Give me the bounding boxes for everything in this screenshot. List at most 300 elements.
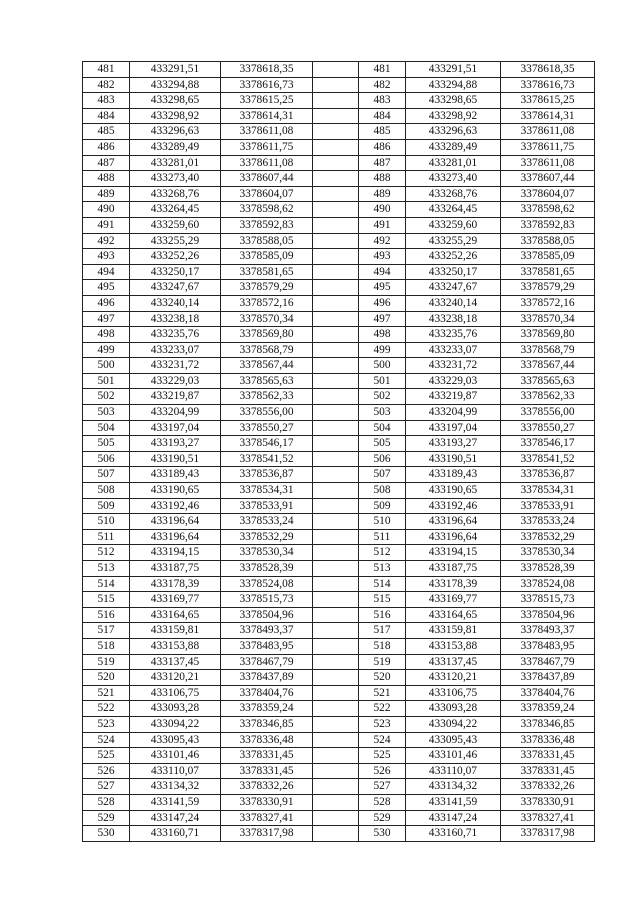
y-coordinate-cell: 3378598,62 bbox=[221, 202, 313, 218]
x-coordinate-cell: 433187,75 bbox=[406, 561, 501, 577]
point-number-cell: 515 bbox=[83, 592, 130, 608]
blank-cell bbox=[313, 358, 359, 374]
table-row bbox=[83, 280, 359, 296]
x-coordinate-cell: 433240,14 bbox=[130, 295, 221, 311]
blank-cell bbox=[313, 467, 359, 483]
table-row bbox=[359, 607, 595, 623]
x-coordinate-cell: 433252,26 bbox=[130, 249, 221, 265]
y-coordinate-cell: 3378579,29 bbox=[501, 280, 595, 296]
blank-cell bbox=[313, 62, 359, 78]
x-coordinate-cell: 433101,46 bbox=[130, 748, 221, 764]
x-coordinate-cell: 433120,21 bbox=[406, 670, 501, 686]
x-coordinate-cell: 433229,03 bbox=[406, 373, 501, 389]
blank-cell bbox=[313, 592, 359, 608]
table-row bbox=[359, 373, 595, 389]
table-row bbox=[359, 732, 595, 748]
y-coordinate-cell: 3378572,16 bbox=[501, 295, 595, 311]
point-number-cell: 527 bbox=[359, 779, 406, 795]
blank-cell bbox=[313, 483, 359, 499]
table-row bbox=[359, 451, 595, 467]
point-number-cell: 510 bbox=[359, 514, 406, 530]
blank-cell bbox=[313, 249, 359, 265]
point-number-cell: 517 bbox=[359, 623, 406, 639]
blank-cell bbox=[313, 327, 359, 343]
table-row bbox=[359, 498, 595, 514]
y-coordinate-cell: 3378483,95 bbox=[501, 638, 595, 654]
blank-cell bbox=[313, 124, 359, 140]
point-number-cell: 514 bbox=[83, 576, 130, 592]
blank-cell bbox=[313, 545, 359, 561]
point-number-cell: 488 bbox=[83, 171, 130, 187]
point-number-cell: 500 bbox=[359, 358, 406, 374]
x-coordinate-cell: 433141,59 bbox=[406, 794, 501, 810]
x-coordinate-cell: 433106,75 bbox=[130, 685, 221, 701]
blank-cell bbox=[313, 670, 359, 686]
y-coordinate-cell: 3378437,89 bbox=[221, 670, 313, 686]
x-coordinate-cell: 433238,18 bbox=[406, 311, 501, 327]
point-number-cell: 511 bbox=[359, 529, 406, 545]
x-coordinate-cell: 433178,39 bbox=[130, 576, 221, 592]
table-row bbox=[359, 623, 595, 639]
x-coordinate-cell: 433134,32 bbox=[406, 779, 501, 795]
x-coordinate-cell: 433178,39 bbox=[406, 576, 501, 592]
point-number-cell: 487 bbox=[359, 155, 406, 171]
table-row bbox=[359, 810, 595, 826]
x-coordinate-cell: 433153,88 bbox=[406, 638, 501, 654]
y-coordinate-cell: 3378467,79 bbox=[501, 654, 595, 670]
y-coordinate-cell: 3378615,25 bbox=[221, 93, 313, 109]
y-coordinate-cell: 3378570,34 bbox=[221, 311, 313, 327]
point-number-cell: 486 bbox=[83, 139, 130, 155]
point-number-cell: 506 bbox=[359, 451, 406, 467]
y-coordinate-cell: 3378533,24 bbox=[221, 514, 313, 530]
x-coordinate-cell: 433190,65 bbox=[130, 483, 221, 499]
y-coordinate-cell: 3378550,27 bbox=[501, 420, 595, 436]
point-number-cell: 513 bbox=[359, 561, 406, 577]
y-coordinate-cell: 3378515,73 bbox=[501, 592, 595, 608]
x-coordinate-cell: 433298,92 bbox=[130, 108, 221, 124]
y-coordinate-cell: 3378611,08 bbox=[501, 124, 595, 140]
blank-cell bbox=[313, 810, 359, 826]
table-row bbox=[359, 763, 595, 779]
x-coordinate-cell: 433231,72 bbox=[406, 358, 501, 374]
y-coordinate-cell: 3378533,91 bbox=[221, 498, 313, 514]
table-row bbox=[359, 77, 595, 93]
x-coordinate-cell: 433247,67 bbox=[130, 280, 221, 296]
table-row bbox=[359, 436, 595, 452]
x-coordinate-cell: 433193,27 bbox=[406, 436, 501, 452]
point-number-cell: 520 bbox=[359, 670, 406, 686]
x-coordinate-cell: 433094,22 bbox=[130, 716, 221, 732]
table-row bbox=[83, 810, 359, 826]
y-coordinate-cell: 3378581,65 bbox=[221, 264, 313, 280]
table-row bbox=[83, 108, 359, 124]
x-coordinate-cell: 433147,24 bbox=[406, 810, 501, 826]
point-number-cell: 485 bbox=[83, 124, 130, 140]
point-number-cell: 524 bbox=[359, 732, 406, 748]
point-number-cell: 507 bbox=[359, 467, 406, 483]
table-row bbox=[83, 233, 359, 249]
point-number-cell: 507 bbox=[83, 467, 130, 483]
x-coordinate-cell: 433268,76 bbox=[130, 186, 221, 202]
blank-cell bbox=[313, 264, 359, 280]
x-coordinate-cell: 433095,43 bbox=[130, 732, 221, 748]
y-coordinate-cell: 3378588,05 bbox=[501, 233, 595, 249]
table-row bbox=[359, 249, 595, 265]
table-row bbox=[359, 592, 595, 608]
point-number-cell: 504 bbox=[83, 420, 130, 436]
x-coordinate-cell: 433229,03 bbox=[130, 373, 221, 389]
blank-cell bbox=[313, 155, 359, 171]
point-number-cell: 490 bbox=[359, 202, 406, 218]
blank-cell bbox=[313, 561, 359, 577]
blank-cell bbox=[313, 732, 359, 748]
point-number-cell: 489 bbox=[83, 186, 130, 202]
blank-cell bbox=[313, 685, 359, 701]
blank-cell bbox=[313, 202, 359, 218]
blank-cell bbox=[313, 186, 359, 202]
blank-cell bbox=[313, 373, 359, 389]
y-coordinate-cell: 3378317,98 bbox=[221, 826, 313, 842]
blank-cell bbox=[313, 233, 359, 249]
x-coordinate-cell: 433273,40 bbox=[130, 171, 221, 187]
blank-cell bbox=[313, 108, 359, 124]
x-coordinate-cell: 433196,64 bbox=[406, 529, 501, 545]
y-coordinate-cell: 3378528,39 bbox=[501, 561, 595, 577]
point-number-cell: 499 bbox=[359, 342, 406, 358]
y-coordinate-cell: 3378532,29 bbox=[501, 529, 595, 545]
y-coordinate-cell: 3378567,44 bbox=[501, 358, 595, 374]
y-coordinate-cell: 3378536,87 bbox=[221, 467, 313, 483]
blank-cell bbox=[313, 436, 359, 452]
table-row bbox=[359, 529, 595, 545]
x-coordinate-cell: 433250,17 bbox=[130, 264, 221, 280]
blank-cell bbox=[313, 498, 359, 514]
table-row bbox=[83, 685, 359, 701]
y-coordinate-cell: 3378579,29 bbox=[221, 280, 313, 296]
y-coordinate-cell: 3378550,27 bbox=[221, 420, 313, 436]
x-coordinate-cell: 433190,51 bbox=[406, 451, 501, 467]
blank-cell bbox=[313, 716, 359, 732]
blank-cell bbox=[313, 701, 359, 717]
x-coordinate-cell: 433196,64 bbox=[130, 514, 221, 530]
table-row bbox=[359, 420, 595, 436]
y-coordinate-cell: 3378404,76 bbox=[501, 685, 595, 701]
y-coordinate-cell: 3378346,85 bbox=[221, 716, 313, 732]
x-coordinate-cell: 433094,22 bbox=[406, 716, 501, 732]
table-row bbox=[359, 514, 595, 530]
x-coordinate-cell: 433219,87 bbox=[130, 389, 221, 405]
y-coordinate-cell: 3378515,73 bbox=[221, 592, 313, 608]
point-number-cell: 487 bbox=[83, 155, 130, 171]
table-row bbox=[359, 638, 595, 654]
y-coordinate-cell: 3378524,08 bbox=[501, 576, 595, 592]
point-number-cell: 519 bbox=[359, 654, 406, 670]
table-row bbox=[83, 638, 359, 654]
y-coordinate-cell: 3378536,87 bbox=[501, 467, 595, 483]
table-row bbox=[83, 186, 359, 202]
table-row bbox=[359, 139, 595, 155]
table-row bbox=[83, 436, 359, 452]
blank-cell bbox=[313, 93, 359, 109]
x-coordinate-cell: 433192,46 bbox=[406, 498, 501, 514]
point-number-cell: 497 bbox=[83, 311, 130, 327]
y-coordinate-cell: 3378467,79 bbox=[221, 654, 313, 670]
y-coordinate-cell: 3378332,26 bbox=[221, 779, 313, 795]
x-coordinate-cell: 433219,87 bbox=[406, 389, 501, 405]
y-coordinate-cell: 3378572,16 bbox=[221, 295, 313, 311]
x-coordinate-cell: 433289,49 bbox=[406, 139, 501, 155]
point-number-cell: 529 bbox=[83, 810, 130, 826]
y-coordinate-cell: 3378616,73 bbox=[221, 77, 313, 93]
point-number-cell: 489 bbox=[359, 186, 406, 202]
coordinates-table-right bbox=[358, 61, 595, 842]
point-number-cell: 504 bbox=[359, 420, 406, 436]
y-coordinate-cell: 3378331,45 bbox=[501, 748, 595, 764]
y-coordinate-cell: 3378614,31 bbox=[501, 108, 595, 124]
blank-cell bbox=[313, 389, 359, 405]
blank-cell bbox=[313, 623, 359, 639]
table-row bbox=[359, 186, 595, 202]
x-coordinate-cell: 433298,65 bbox=[130, 93, 221, 109]
point-number-cell: 496 bbox=[83, 295, 130, 311]
y-coordinate-cell: 3378404,76 bbox=[221, 685, 313, 701]
point-number-cell: 491 bbox=[359, 217, 406, 233]
y-coordinate-cell: 3378611,75 bbox=[501, 139, 595, 155]
point-number-cell: 502 bbox=[359, 389, 406, 405]
table-row bbox=[359, 202, 595, 218]
table-row bbox=[83, 561, 359, 577]
x-coordinate-cell: 433281,01 bbox=[406, 155, 501, 171]
y-coordinate-cell: 3378359,24 bbox=[501, 701, 595, 717]
y-coordinate-cell: 3378331,45 bbox=[501, 763, 595, 779]
point-number-cell: 525 bbox=[359, 748, 406, 764]
point-number-cell: 495 bbox=[359, 280, 406, 296]
table-row bbox=[359, 358, 595, 374]
table-row bbox=[83, 763, 359, 779]
x-coordinate-cell: 433190,65 bbox=[406, 483, 501, 499]
table-row bbox=[83, 405, 359, 421]
y-coordinate-cell: 3378568,79 bbox=[221, 342, 313, 358]
x-coordinate-cell: 433196,64 bbox=[130, 529, 221, 545]
table-row bbox=[359, 467, 595, 483]
table-row bbox=[83, 202, 359, 218]
point-number-cell: 528 bbox=[83, 794, 130, 810]
point-number-cell: 510 bbox=[83, 514, 130, 530]
table-row bbox=[359, 389, 595, 405]
y-coordinate-cell: 3378618,35 bbox=[501, 62, 595, 78]
point-number-cell: 521 bbox=[83, 685, 130, 701]
y-coordinate-cell: 3378616,73 bbox=[501, 77, 595, 93]
table-row bbox=[83, 77, 359, 93]
y-coordinate-cell: 3378585,09 bbox=[221, 249, 313, 265]
y-coordinate-cell: 3378336,48 bbox=[221, 732, 313, 748]
y-coordinate-cell: 3378611,08 bbox=[221, 124, 313, 140]
table-row bbox=[359, 701, 595, 717]
table-row bbox=[359, 716, 595, 732]
y-coordinate-cell: 3378569,80 bbox=[221, 327, 313, 343]
y-coordinate-cell: 3378336,48 bbox=[501, 732, 595, 748]
y-coordinate-cell: 3378568,79 bbox=[501, 342, 595, 358]
y-coordinate-cell: 3378532,29 bbox=[221, 529, 313, 545]
blank-cell bbox=[313, 280, 359, 296]
x-coordinate-cell: 433197,04 bbox=[130, 420, 221, 436]
x-coordinate-cell: 433137,45 bbox=[406, 654, 501, 670]
point-number-cell: 503 bbox=[83, 405, 130, 421]
x-coordinate-cell: 433296,63 bbox=[130, 124, 221, 140]
table-row bbox=[83, 498, 359, 514]
table-row bbox=[83, 654, 359, 670]
y-coordinate-cell: 3378592,83 bbox=[221, 217, 313, 233]
y-coordinate-cell: 3378493,37 bbox=[501, 623, 595, 639]
blank-cell bbox=[313, 77, 359, 93]
table-row bbox=[359, 748, 595, 764]
y-coordinate-cell: 3378330,91 bbox=[221, 794, 313, 810]
table-row bbox=[83, 716, 359, 732]
table-row bbox=[359, 545, 595, 561]
point-number-cell: 501 bbox=[359, 373, 406, 389]
x-coordinate-cell: 433164,65 bbox=[130, 607, 221, 623]
y-coordinate-cell: 3378556,00 bbox=[221, 405, 313, 421]
table-row bbox=[83, 327, 359, 343]
table-row bbox=[359, 576, 595, 592]
point-number-cell: 530 bbox=[359, 826, 406, 842]
blank-cell bbox=[313, 405, 359, 421]
point-number-cell: 505 bbox=[359, 436, 406, 452]
table-row bbox=[359, 670, 595, 686]
point-number-cell: 482 bbox=[83, 77, 130, 93]
y-coordinate-cell: 3378534,31 bbox=[501, 483, 595, 499]
point-number-cell: 527 bbox=[83, 779, 130, 795]
point-number-cell: 486 bbox=[359, 139, 406, 155]
table-row bbox=[83, 217, 359, 233]
table-row bbox=[359, 108, 595, 124]
y-coordinate-cell: 3378541,52 bbox=[221, 451, 313, 467]
point-number-cell: 523 bbox=[359, 716, 406, 732]
x-coordinate-cell: 433110,07 bbox=[406, 763, 501, 779]
x-coordinate-cell: 433289,49 bbox=[130, 139, 221, 155]
y-coordinate-cell: 3378346,85 bbox=[501, 716, 595, 732]
y-coordinate-cell: 3378528,39 bbox=[221, 561, 313, 577]
table-row bbox=[83, 342, 359, 358]
table-row bbox=[359, 93, 595, 109]
point-number-cell: 530 bbox=[83, 826, 130, 842]
x-coordinate-cell: 433187,75 bbox=[130, 561, 221, 577]
y-coordinate-cell: 3378524,08 bbox=[221, 576, 313, 592]
table-row bbox=[83, 545, 359, 561]
blank-cell bbox=[313, 139, 359, 155]
table-row bbox=[359, 327, 595, 343]
table-row bbox=[359, 295, 595, 311]
x-coordinate-cell: 433159,81 bbox=[406, 623, 501, 639]
y-coordinate-cell: 3378483,95 bbox=[221, 638, 313, 654]
point-number-cell: 488 bbox=[359, 171, 406, 187]
point-number-cell: 503 bbox=[359, 405, 406, 421]
coordinates-table-left bbox=[82, 61, 359, 842]
y-coordinate-cell: 3378331,45 bbox=[221, 763, 313, 779]
x-coordinate-cell: 433106,75 bbox=[406, 685, 501, 701]
table-row bbox=[359, 233, 595, 249]
table-row bbox=[83, 93, 359, 109]
y-coordinate-cell: 3378618,35 bbox=[221, 62, 313, 78]
table-row bbox=[359, 155, 595, 171]
point-number-cell: 501 bbox=[83, 373, 130, 389]
table-row bbox=[359, 280, 595, 296]
table-row bbox=[83, 794, 359, 810]
point-number-cell: 485 bbox=[359, 124, 406, 140]
point-number-cell: 484 bbox=[83, 108, 130, 124]
x-coordinate-cell: 433189,43 bbox=[406, 467, 501, 483]
table-row bbox=[83, 62, 359, 78]
point-number-cell: 484 bbox=[359, 108, 406, 124]
y-coordinate-cell: 3378611,08 bbox=[501, 155, 595, 171]
point-number-cell: 498 bbox=[359, 327, 406, 343]
point-number-cell: 492 bbox=[359, 233, 406, 249]
table-row bbox=[83, 483, 359, 499]
table-row bbox=[83, 592, 359, 608]
y-coordinate-cell: 3378611,08 bbox=[221, 155, 313, 171]
blank-cell bbox=[313, 779, 359, 795]
x-coordinate-cell: 433238,18 bbox=[130, 311, 221, 327]
point-number-cell: 492 bbox=[83, 233, 130, 249]
point-number-cell: 520 bbox=[83, 670, 130, 686]
blank-cell bbox=[313, 311, 359, 327]
point-number-cell: 523 bbox=[83, 716, 130, 732]
table-row bbox=[359, 826, 595, 842]
point-number-cell: 521 bbox=[359, 685, 406, 701]
table-row bbox=[83, 155, 359, 171]
point-number-cell: 481 bbox=[83, 62, 130, 78]
blank-cell bbox=[313, 171, 359, 187]
point-number-cell: 508 bbox=[83, 483, 130, 499]
x-coordinate-cell: 433159,81 bbox=[130, 623, 221, 639]
point-number-cell: 516 bbox=[359, 607, 406, 623]
x-coordinate-cell: 433196,64 bbox=[406, 514, 501, 530]
x-coordinate-cell: 433231,72 bbox=[130, 358, 221, 374]
x-coordinate-cell: 433193,27 bbox=[130, 436, 221, 452]
table-row bbox=[359, 124, 595, 140]
y-coordinate-cell: 3378611,75 bbox=[221, 139, 313, 155]
table-row bbox=[83, 623, 359, 639]
blank-cell bbox=[313, 217, 359, 233]
x-coordinate-cell: 433169,77 bbox=[130, 592, 221, 608]
x-coordinate-cell: 433259,60 bbox=[406, 217, 501, 233]
table-row bbox=[83, 576, 359, 592]
x-coordinate-cell: 433120,21 bbox=[130, 670, 221, 686]
table-row bbox=[359, 561, 595, 577]
x-coordinate-cell: 433264,45 bbox=[406, 202, 501, 218]
point-number-cell: 481 bbox=[359, 62, 406, 78]
table-row bbox=[83, 607, 359, 623]
table-row bbox=[83, 124, 359, 140]
point-number-cell: 512 bbox=[359, 545, 406, 561]
point-number-cell: 526 bbox=[359, 763, 406, 779]
x-coordinate-cell: 433141,59 bbox=[130, 794, 221, 810]
x-coordinate-cell: 433164,65 bbox=[406, 607, 501, 623]
point-number-cell: 512 bbox=[83, 545, 130, 561]
point-number-cell: 497 bbox=[359, 311, 406, 327]
table-row bbox=[83, 249, 359, 265]
blank-cell bbox=[313, 654, 359, 670]
blank-cell bbox=[313, 529, 359, 545]
point-number-cell: 508 bbox=[359, 483, 406, 499]
point-number-cell: 519 bbox=[83, 654, 130, 670]
x-coordinate-cell: 433291,51 bbox=[406, 62, 501, 78]
point-number-cell: 518 bbox=[359, 638, 406, 654]
y-coordinate-cell: 3378332,26 bbox=[501, 779, 595, 795]
x-coordinate-cell: 433153,88 bbox=[130, 638, 221, 654]
y-coordinate-cell: 3378565,63 bbox=[501, 373, 595, 389]
